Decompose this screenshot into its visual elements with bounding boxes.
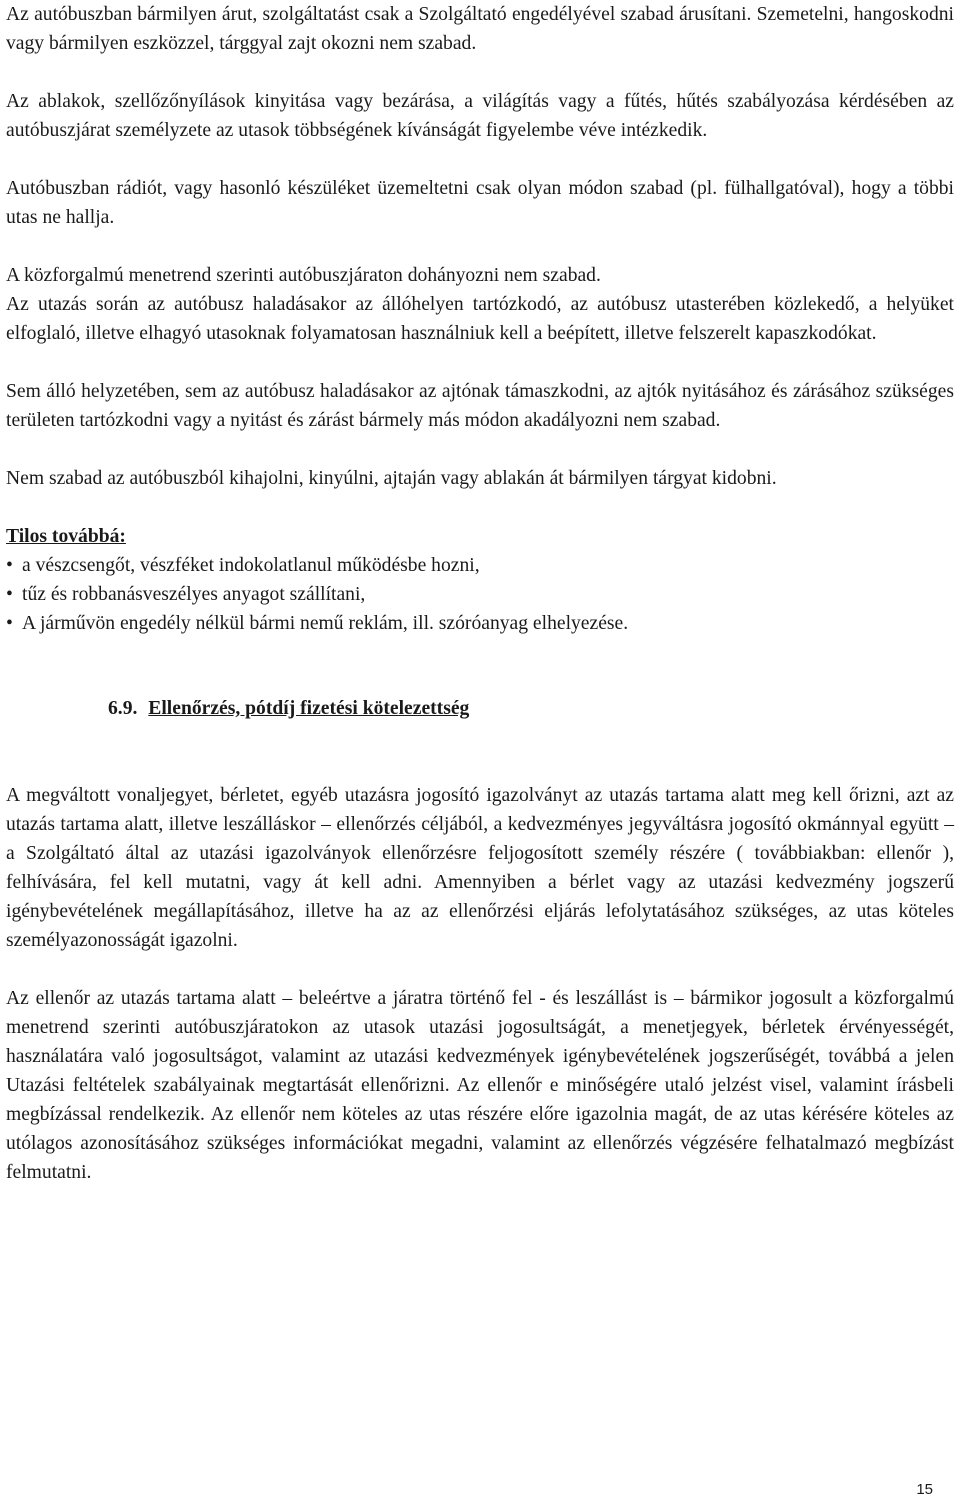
paragraph-doors: Sem álló helyzetében, sem az autóbusz haladásakor az ajtónak támaszkodni, az ajtók nyitásához és zárásához szükséges területen tartózkodni vagy a nyitást és zárást bármely más módon akadályozni nem szabad.	[6, 381, 954, 431]
bullet-icon: •	[6, 555, 13, 576]
document-page	[6, 0, 954, 1187]
section-heading	[6, 694, 954, 723]
paragraph-handholds: Az utazás során az autóbusz haladásakor az állóhelyen tartózkodó, az autóbusz utasterében közlekedő, a helyüket elfoglaló, illetve elhagyó utasoknak folyamatosan használniuk kell a beépített, illetve felszerelt kapaszkodókat.	[6, 294, 954, 344]
list-item-text: A járművön engedély nélkül bármi nemű reklám, ill. szóróanyag elhelyezése.	[22, 613, 629, 634]
paragraph-no-leaning-out: Nem szabad az autóbuszból kihajolni, kinyúlni, ajtaján vagy ablakán át bármilyen tárgyat kidobni.	[6, 468, 777, 489]
paragraph-no-smoking: A közforgalmú menetrend szerinti autóbuszjáraton dohányozni nem szabad.	[6, 265, 601, 286]
section-title: Ellenőrzés, pótdíj fizetési kötelezettség	[148, 698, 470, 719]
list-item-text: tűz és robbanásveszélyes anyagot szállítani,	[22, 584, 366, 605]
bullet-icon: •	[6, 584, 13, 605]
list-item	[6, 580, 954, 609]
list-item-text: a vészcsengőt, vészféket indokolatlanul működésbe hozni,	[22, 555, 480, 576]
paragraph-radio-devices: Autóbuszban rádiót, vagy hasonló készüléket üzemeltetni csak olyan módon szabad (pl. fülhallgatóval), hogy a többi utas ne hallja.	[6, 178, 954, 228]
bullet-icon: •	[6, 613, 13, 634]
paragraph-ticket-inspection: A megváltott vonaljegyet, bérletet, egyéb utazásra jogosító igazolványt az utazás tartama alatt meg kell őrizni, azt az utazás tartama alatt, illetve leszálláskor – ellenőrzés céljából, a kedvezményes jegyváltásra jogosító okmánnyal együtt – a Szolgáltató által az utazási igazolványok ellenőrzésre feljogosított személy részére ( továbbiakban: ellenőr ), felhívására, fel kell mutatni, vagy át kell adni. Amennyiben a bérlet vagy az utazási kedvezmény jogszerű igénybevételének megállapításához, illetve ha az az ellenőrzési eljárás lefolytatásához szükséges, az utas köteles személyazonosságát igazolni.	[6, 785, 954, 951]
list-item	[6, 609, 954, 638]
prohibited-list	[6, 551, 954, 638]
paragraph-selling-noise: Az autóbuszban bármilyen árut, szolgáltatást csak a Szolgáltató engedélyével szabad árusítani. Szemetelni, hangoskodni vagy bármilyen eszközzel, tárggyal zajt okozni nem szabad.	[6, 4, 954, 54]
page-number: 15	[916, 1481, 933, 1498]
paragraph-windows-ventilation: Az ablakok, szellőzőnyílások kinyitása vagy bezárása, a világítás vagy a fűtés, hűtés szabályozása kérdésében az autóbuszjárat személyzete az utasok többségének kívánságát figyelembe véve intézkedik.	[6, 91, 954, 141]
paragraph-inspector-rights: Az ellenőr az utazás tartama alatt – beleértve a járatra történő fel - és leszállást is – bármikor jogosult a közforgalmú menetrend szerinti autóbuszjáratokon az utasok utazási jogosultságát, a menetjegyek, bérletek érvényességét, használatára való jogosultságot, valamint az utazási kedvezmények igénybevételének jogszerűségét, továbbá a jelen Utazási feltételek szabályainak megtartását ellenőrizni. Az ellenőr e minőségére utaló jelzést visel, valamint írásbeli megbízással rendelkezik. Az ellenőr nem köteles az utas részére előre igazolnia magát, de az utas kérésére köteles az utólagos azonosításához szükséges információkat megadni, valamint az ellenőrzés végzésére felhatalmazó megbízást felmutatni.	[6, 988, 954, 1183]
list-item	[6, 551, 954, 580]
section-number: 6.9.	[108, 698, 138, 719]
prohibited-heading: Tilos továbbá:	[6, 526, 126, 547]
